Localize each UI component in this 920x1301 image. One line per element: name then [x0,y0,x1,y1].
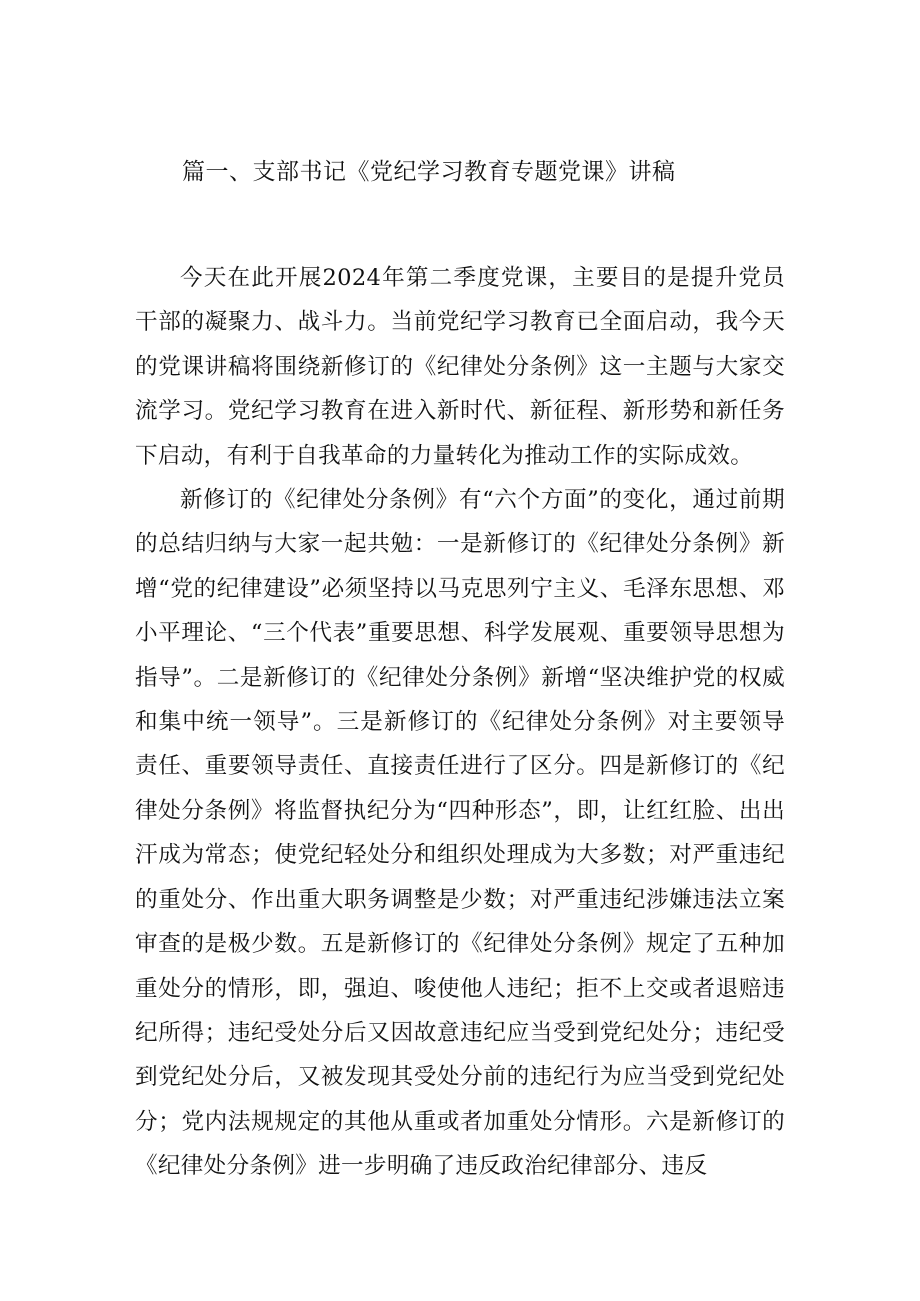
paragraph-six-changes: 新修订的《纪律处分条例》有“六个方面”的变化，通过前期的总结归纳与大家一起共勉：一是新修订的《纪律处分条例》新增“党的纪律建设”必须坚持以马克思列宁主义、毛泽东思想、邓小平理论、“三个代表”重要思想、科学发展观、重要领导思想为指导”。二是新修订的《纪律处分条例》新增“坚决维护党的权威和集中统一领导”。三是新修订的《纪律处分条例》对主要领导责任、重要领导责任、直接责任进行了区分。四是新修订的《纪律处分条例》将监督执纪分为“四种形态”，即，让红红脸、出出汗成为常态；使党纪轻处分和组织处理成为大多数；对严重违纪的重处分、作出重大职务调整是少数；对严重违纪涉嫌违法立案审查的是极少数。五是新修订的《纪律处分条例》规定了五种加重处分的情形，即，强迫、唆使他人违纪；拒不上交或者退赔违纪所得；违纪受处分后又因故意违纪应当受到党纪处分；违纪受到党纪处分后，又被发现其受处分前的违纪行为应当受到党纪处分；党内法规规定的其他从重或者加重处分情形。六是新修订的《纪律处分条例》进一步明确了违反政治纪律部分、违反 [135,487,785,1180]
paragraph-intro: 今天在此开展2024年第二季度党课，主要目的是提升党员干部的凝聚力、战斗力。当前党纪学习教育已全面启动，我今天的党课讲稿将围绕新修订的《纪律处分条例》这一主题与大家交流学习。党纪学习教育在进入新时代、新征程、新形势和新任务下启动，有利于自我革命的力量转化为推动工作的实际成效。 [135,265,785,469]
document-body [135,256,785,1189]
document-title: 篇一、支部书记《党纪学习教育专题党课》讲稿 [182,159,676,185]
